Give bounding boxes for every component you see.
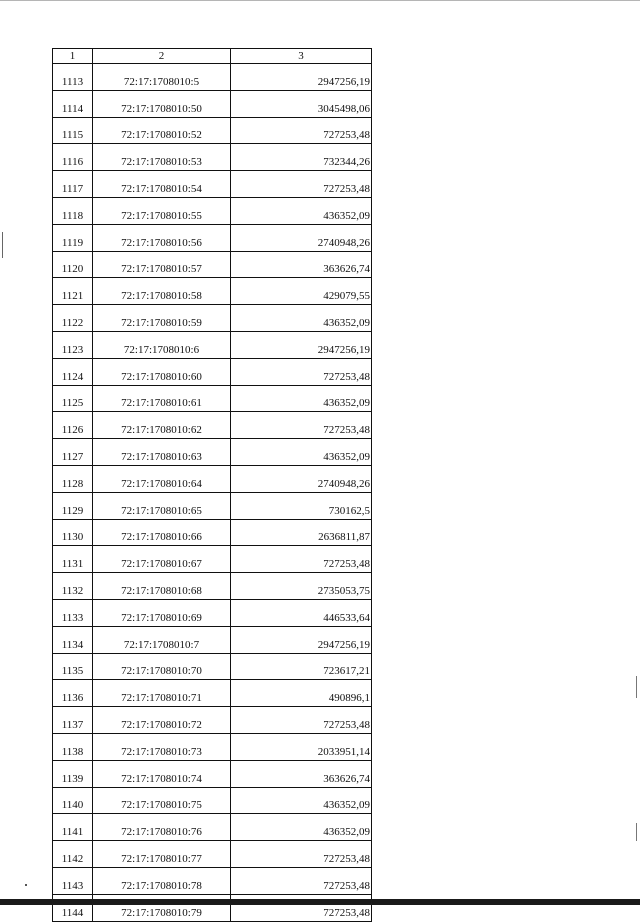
row-number: 1135 [53, 653, 93, 680]
cadastral-number: 72:17:1708010:53 [93, 144, 231, 171]
table-row [53, 546, 372, 573]
cadastral-value: 727253,48 [231, 171, 372, 198]
cadastral-number: 72:17:1708010:78 [93, 867, 231, 894]
table-row [53, 867, 372, 894]
row-number: 1131 [53, 546, 93, 573]
cadastral-number: 72:17:1708010:66 [93, 519, 231, 546]
row-number: 1136 [53, 680, 93, 707]
cadastral-value: 429079,55 [231, 278, 372, 305]
column-header-2: 2 [93, 49, 231, 64]
table-row [53, 412, 372, 439]
cadastral-number: 72:17:1708010:77 [93, 841, 231, 868]
cadastral-number: 72:17:1708010:50 [93, 90, 231, 117]
cadastral-number: 72:17:1708010:5 [93, 64, 231, 91]
cadastral-value: 727253,48 [231, 894, 372, 921]
scan-margin-mark [636, 823, 637, 841]
cadastral-value: 2033951,14 [231, 733, 372, 760]
table-row [53, 305, 372, 332]
page-top-edge [0, 0, 640, 1]
table-row [53, 171, 372, 198]
cadastral-value: 436352,09 [231, 787, 372, 814]
scan-margin-mark [2, 232, 3, 258]
table-row [53, 653, 372, 680]
cadastral-value: 732344,26 [231, 144, 372, 171]
row-number: 1123 [53, 331, 93, 358]
table-row [53, 251, 372, 278]
table-header-row [53, 49, 372, 64]
cadastral-number: 72:17:1708010:64 [93, 465, 231, 492]
cadastral-value: 727253,48 [231, 358, 372, 385]
table-row [53, 519, 372, 546]
row-number: 1142 [53, 841, 93, 868]
cadastral-value: 723617,21 [231, 653, 372, 680]
row-number: 1128 [53, 465, 93, 492]
cadastral-value: 436352,09 [231, 385, 372, 412]
table-body [53, 64, 372, 922]
row-number: 1118 [53, 197, 93, 224]
table-row [53, 144, 372, 171]
cadastral-value: 2740948,26 [231, 224, 372, 251]
cadastral-number: 72:17:1708010:52 [93, 117, 231, 144]
cadastral-value-table [52, 48, 372, 922]
table-row [53, 733, 372, 760]
cadastral-value: 490896,1 [231, 680, 372, 707]
column-header-1: 1 [53, 49, 93, 64]
cadastral-number: 72:17:1708010:54 [93, 171, 231, 198]
row-number: 1133 [53, 599, 93, 626]
cadastral-number: 72:17:1708010:61 [93, 385, 231, 412]
cadastral-value: 727253,48 [231, 412, 372, 439]
row-number: 1137 [53, 707, 93, 734]
row-number: 1138 [53, 733, 93, 760]
page-bottom-edge [0, 899, 640, 905]
cadastral-number: 72:17:1708010:58 [93, 278, 231, 305]
cadastral-number: 72:17:1708010:75 [93, 787, 231, 814]
scan-speck [25, 884, 27, 886]
cadastral-number: 72:17:1708010:57 [93, 251, 231, 278]
cadastral-number: 72:17:1708010:59 [93, 305, 231, 332]
cadastral-value: 2740948,26 [231, 465, 372, 492]
table-row [53, 224, 372, 251]
cadastral-value: 363626,74 [231, 760, 372, 787]
cadastral-number: 72:17:1708010:76 [93, 814, 231, 841]
table-row [53, 439, 372, 466]
table-row [53, 385, 372, 412]
table-row [53, 760, 372, 787]
cadastral-number: 72:17:1708010:72 [93, 707, 231, 734]
cadastral-value: 436352,09 [231, 439, 372, 466]
row-number: 1114 [53, 90, 93, 117]
row-number: 1130 [53, 519, 93, 546]
row-number: 1113 [53, 64, 93, 91]
row-number: 1134 [53, 626, 93, 653]
table-row [53, 814, 372, 841]
cadastral-number: 72:17:1708010:74 [93, 760, 231, 787]
row-number: 1144 [53, 894, 93, 921]
table-row [53, 626, 372, 653]
row-number: 1119 [53, 224, 93, 251]
table-row [53, 331, 372, 358]
row-number: 1143 [53, 867, 93, 894]
cadastral-value: 727253,48 [231, 707, 372, 734]
cadastral-number: 72:17:1708010:62 [93, 412, 231, 439]
cadastral-number: 72:17:1708010:71 [93, 680, 231, 707]
cadastral-number: 72:17:1708010:7 [93, 626, 231, 653]
table-row [53, 599, 372, 626]
row-number: 1139 [53, 760, 93, 787]
table-row [53, 465, 372, 492]
cadastral-value: 727253,48 [231, 546, 372, 573]
table-row [53, 358, 372, 385]
cadastral-number: 72:17:1708010:67 [93, 546, 231, 573]
cadastral-value: 363626,74 [231, 251, 372, 278]
cadastral-value: 2947256,19 [231, 331, 372, 358]
cadastral-value: 2947256,19 [231, 626, 372, 653]
row-number: 1140 [53, 787, 93, 814]
table-row [53, 707, 372, 734]
table-row [53, 197, 372, 224]
cadastral-value: 446533,64 [231, 599, 372, 626]
cadastral-number: 72:17:1708010:55 [93, 197, 231, 224]
cadastral-number: 72:17:1708010:65 [93, 492, 231, 519]
row-number: 1117 [53, 171, 93, 198]
cadastral-value: 3045498,06 [231, 90, 372, 117]
cadastral-number: 72:17:1708010:79 [93, 894, 231, 921]
row-number: 1129 [53, 492, 93, 519]
cadastral-value: 730162,5 [231, 492, 372, 519]
cadastral-number: 72:17:1708010:73 [93, 733, 231, 760]
row-number: 1121 [53, 278, 93, 305]
cadastral-number: 72:17:1708010:69 [93, 599, 231, 626]
table-row [53, 90, 372, 117]
row-number: 1127 [53, 439, 93, 466]
row-number: 1124 [53, 358, 93, 385]
cadastral-value: 436352,09 [231, 305, 372, 332]
row-number: 1125 [53, 385, 93, 412]
table-row [53, 680, 372, 707]
scan-margin-mark [636, 676, 637, 698]
row-number: 1141 [53, 814, 93, 841]
table-row [53, 492, 372, 519]
table-row [53, 841, 372, 868]
row-number: 1115 [53, 117, 93, 144]
table-row [53, 787, 372, 814]
cadastral-value: 2947256,19 [231, 64, 372, 91]
row-number: 1122 [53, 305, 93, 332]
cadastral-number: 72:17:1708010:6 [93, 331, 231, 358]
cadastral-number: 72:17:1708010:68 [93, 573, 231, 600]
cadastral-number: 72:17:1708010:56 [93, 224, 231, 251]
column-header-3: 3 [231, 49, 372, 64]
table-row [53, 278, 372, 305]
cadastral-value: 727253,48 [231, 117, 372, 144]
cadastral-value: 2636811,87 [231, 519, 372, 546]
table-row [53, 64, 372, 91]
cadastral-value: 436352,09 [231, 814, 372, 841]
cadastral-number: 72:17:1708010:70 [93, 653, 231, 680]
row-number: 1120 [53, 251, 93, 278]
table-row [53, 573, 372, 600]
row-number: 1132 [53, 573, 93, 600]
cadastral-value: 436352,09 [231, 197, 372, 224]
cadastral-value: 2735053,75 [231, 573, 372, 600]
row-number: 1126 [53, 412, 93, 439]
cadastral-number: 72:17:1708010:60 [93, 358, 231, 385]
row-number: 1116 [53, 144, 93, 171]
cadastral-number: 72:17:1708010:63 [93, 439, 231, 466]
cadastral-value: 727253,48 [231, 867, 372, 894]
cadastral-value: 727253,48 [231, 841, 372, 868]
table-row [53, 117, 372, 144]
